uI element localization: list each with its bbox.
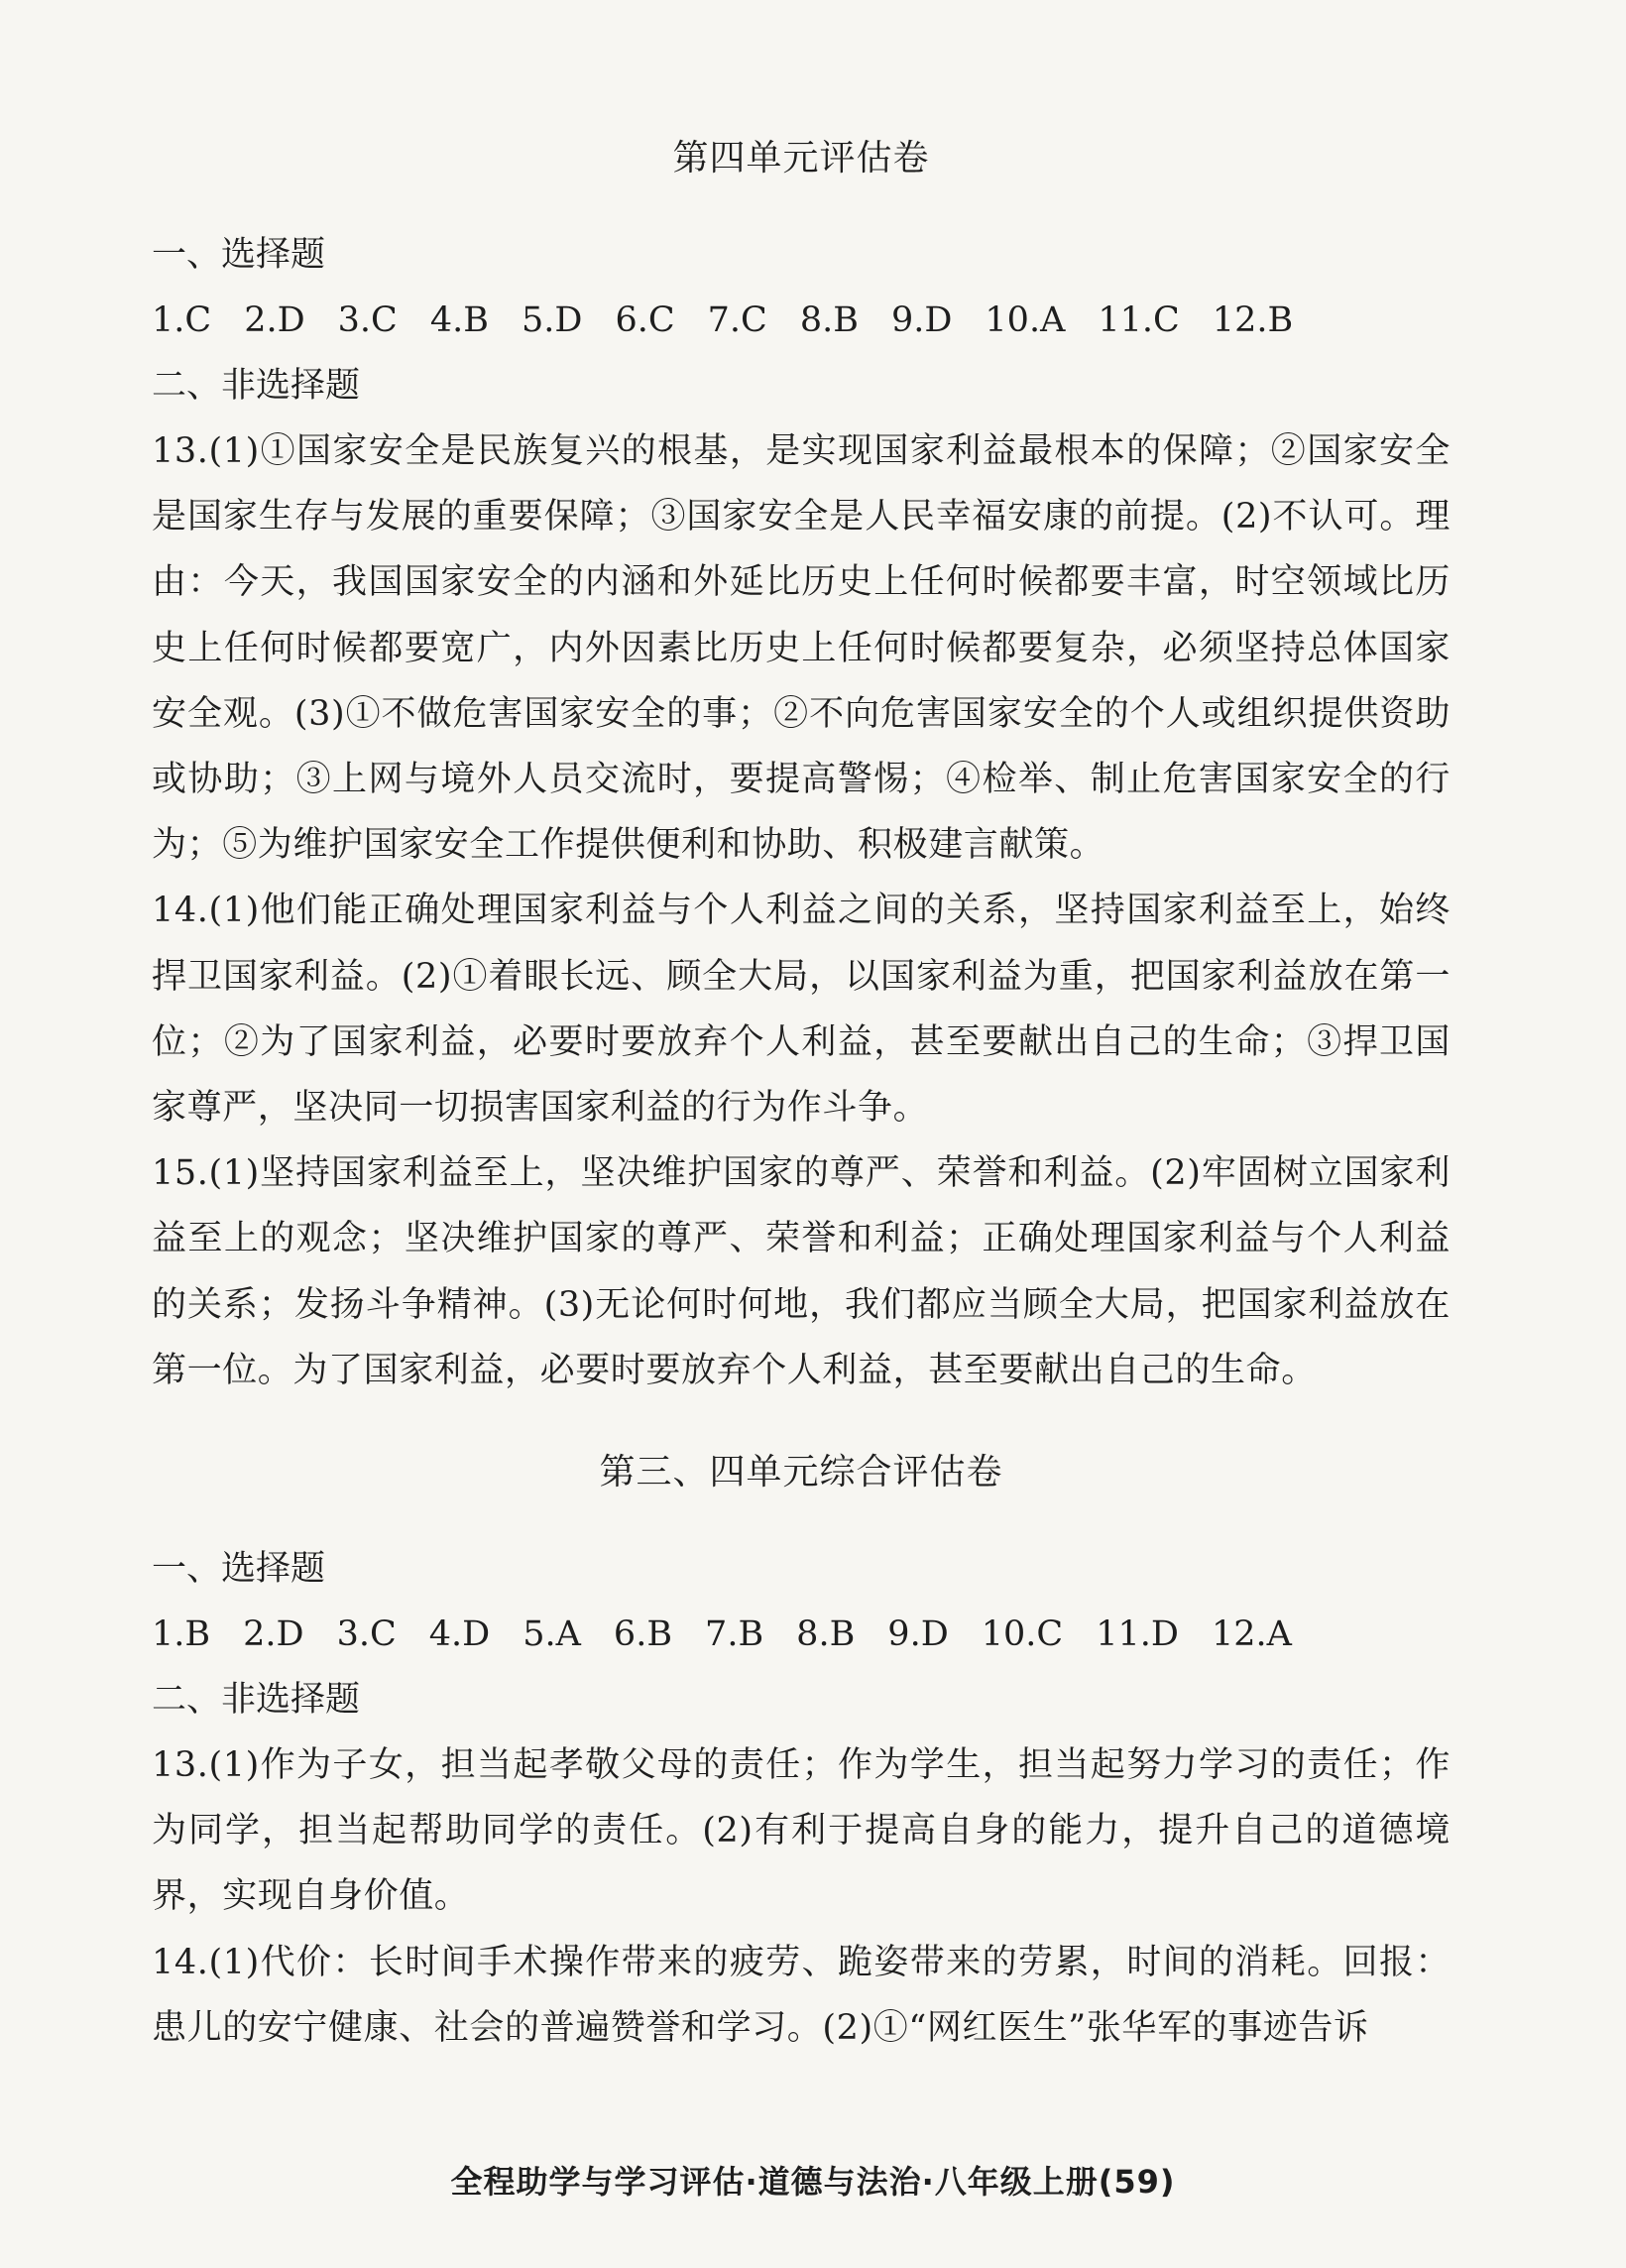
answer-item: 9.D (890, 300, 953, 340)
answer-item: 8.B (796, 1614, 856, 1655)
answer-item: 2.D (244, 300, 305, 340)
answer-item: 3.C (336, 1614, 397, 1655)
answer-item: 8.B (799, 300, 859, 340)
answer-item: 9.D (887, 1614, 949, 1655)
answer-item: 7.B (705, 1614, 764, 1655)
unit34-answer-14: 14.(1)代价：长时间手术操作带来的疲劳、跪姿带来的劳累，时间的消耗。回报：患儿的安宁健康、社会的普遍赞誉和学习。(2)①“网红医生”张华军的事迹告诉 (152, 1942, 1451, 2048)
unit4-choice-heading: 一、选择题 (152, 235, 326, 275)
answer-item: 5.A (523, 1614, 581, 1655)
answer-item: 3.C (337, 300, 398, 340)
answer-item: 6.B (613, 1614, 673, 1655)
answer-item: 4.D (428, 1614, 491, 1655)
answer-item: 12.A (1211, 1614, 1292, 1655)
unit4-answer-15: 15.(1)坚持国家利益至上，坚决维护国家的尊严、荣誉和利益。(2)牢固树立国家利益至上的观念；坚决维护国家的尊严、荣誉和利益；正确处理国家利益与个人利益的关系；发扬斗争精神。(3)无论何时何地，我们都应当顾全大局，把国家利益放在第一位。为了国家利益，必要时要放弃个人利益，甚至要献出自己的生命。 (152, 1153, 1451, 1390)
unit4-choice-answers (152, 288, 1451, 353)
unit34-answer-13: 13.(1)作为子女，担当起孝敬父母的责任；作为学生，担当起努力学习的责任；作为同学，担当起帮助同学的责任。(2)有利于提高自身的能力，提升自己的道德境界，实现自身价值。 (152, 1745, 1451, 1917)
answer-item: 4.B (429, 300, 489, 340)
unit34-nonchoice-heading: 二、非选择题 (152, 1680, 361, 1721)
unit4-answer-14: 14.(1)他们能正确处理国家利益与个人利益之间的关系，坚持国家利益至上，始终捍卫国家利益。(2)①着眼长远、顾全大局，以国家利益为重，把国家利益放在第一位；②为了国家利益，必要时要放弃个人利益，甚至要献出自己的生命；③捍卫国家尊严，坚决同一切损害国家利益的行为作斗争。 (152, 891, 1451, 1129)
answer-page (152, 129, 1451, 2061)
page-footer: 全程助学与学习评估·道德与法治·八年级上册(59) (450, 2163, 1176, 2201)
answer-item: 10.C (981, 1614, 1064, 1655)
answer-item: 11.D (1096, 1614, 1179, 1655)
unit4-nonchoice-heading: 二、非选择题 (152, 366, 361, 406)
answer-item: 12.B (1212, 300, 1294, 340)
unit34-title: 第三、四单元综合评估卷 (599, 1452, 1003, 1493)
answer-item: 6.C (615, 300, 675, 340)
unit34-choice-heading: 一、选择题 (152, 1549, 326, 1590)
answer-item: 7.C (707, 300, 767, 340)
unit4-answer-13: 13.(1)①国家安全是民族复兴的根基，是实现国家利益最根本的保障；②国家安全是国家生存与发展的重要保障；③国家安全是人民幸福安康的前提。(2)不认可。理由：今天，我国国家安全的内涵和外延比历史上任何时候都要丰富，时空领域比历史上任何时候都要宽广，内外因素比历史上任何时候都要复杂，必须坚持总体国家安全观。(3)①不做危害国家安全的事；②不向危害国家安全的个人或组织提供资助或协助；③上网与境外人员交流时，要提高警惕；④检举、制止危害国家安全的行为；⑤为维护国家安全工作提供便利和协助、积极建言献策。 (152, 431, 1451, 866)
answer-item: 5.D (521, 300, 583, 340)
answer-item: 1.B (152, 1614, 211, 1655)
answer-item: 11.C (1098, 300, 1180, 340)
unit4-title: 第四单元评估卷 (672, 138, 930, 179)
answer-item: 10.A (985, 300, 1066, 340)
answer-item: 1.C (152, 300, 212, 340)
unit34-choice-answers (152, 1602, 1451, 1667)
answer-item: 2.D (243, 1614, 304, 1655)
